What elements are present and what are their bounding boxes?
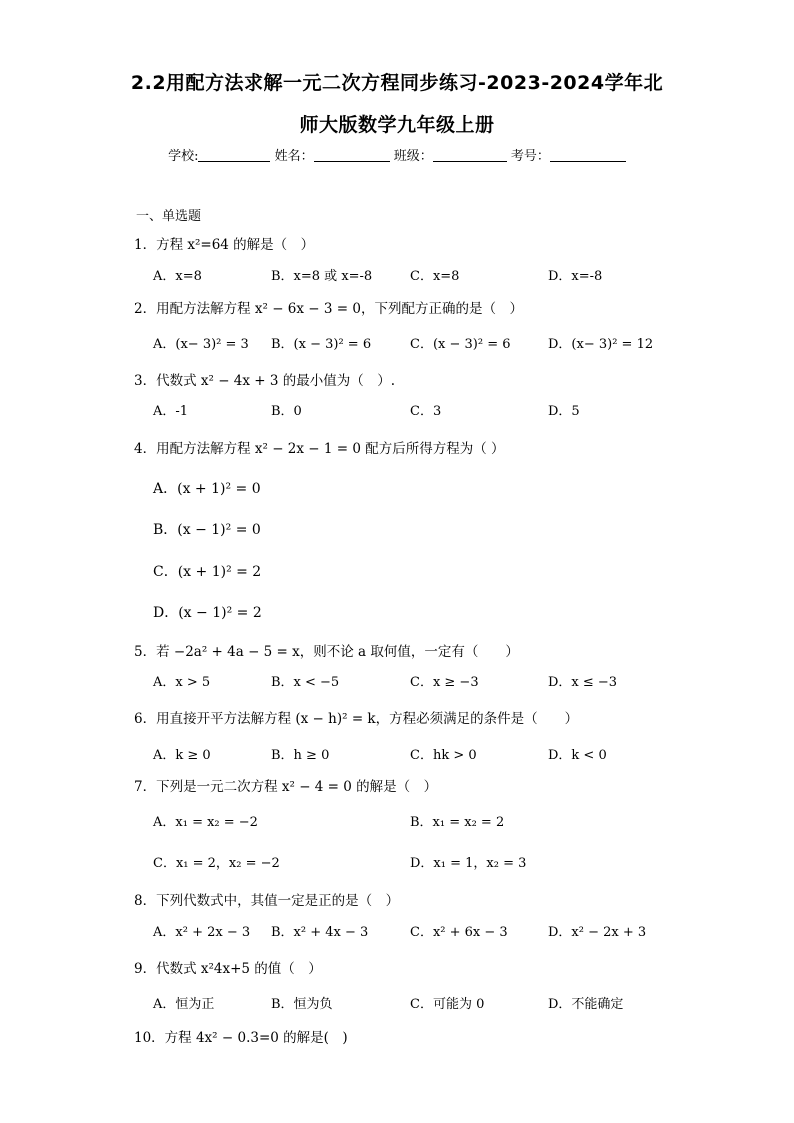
q2-option-c: C．(x − 3)² = 6 bbox=[410, 337, 511, 352]
question-5: 5．若 −2a² + 4a − 5 = x，则不论 a 取何值，一定有（ ） bbox=[134, 644, 519, 660]
question-7: 7．下列是一元二次方程 x² − 4 = 0 的解是（ ） bbox=[134, 779, 438, 795]
q2-option-b: B．(x − 3)² = 6 bbox=[271, 337, 372, 352]
title-line-2: 师大版数学九年级上册 bbox=[299, 114, 495, 136]
name-label: 姓名： bbox=[274, 149, 314, 164]
question-4: 4．用配方法解方程 x² − 2x − 1 = 0 配方后所得方程为（ ） bbox=[134, 441, 505, 457]
q8-option-d: D．x² − 2x + 3 bbox=[548, 925, 647, 940]
q9-option-d: D．不能确定 bbox=[548, 997, 624, 1012]
question-8: 8．下列代数式中，其值一定是正的是（ ） bbox=[134, 893, 400, 909]
q9-option-b: B．恒为负 bbox=[271, 997, 333, 1012]
q4-option-a: A．(x + 1)² = 0 bbox=[153, 481, 261, 497]
q3-option-b: B．0 bbox=[271, 404, 302, 419]
question-10: 10．方程 4x² − 0.3=0 的解是( ) bbox=[134, 1030, 348, 1046]
q8-option-c: C．x² + 6x − 3 bbox=[410, 925, 508, 940]
q5-option-d: D．x ≤ −3 bbox=[548, 675, 618, 690]
q4-option-b: B．(x − 1)² = 0 bbox=[153, 522, 261, 538]
q3-option-a: A．-1 bbox=[153, 404, 189, 419]
question-3: 3．代数式 x² − 4x + 3 的最小值为（ ）. bbox=[134, 373, 396, 389]
q7-option-c: C．x₁ = 2，x₂ = −2 bbox=[153, 856, 280, 871]
q7-option-d: D．x₁ = 1，x₂ = 3 bbox=[410, 856, 527, 871]
q7-option-a: A．x₁ = x₂ = −2 bbox=[153, 815, 258, 830]
q6-option-a: A．k ≥ 0 bbox=[153, 748, 211, 763]
q1-option-d: D．x=-8 bbox=[548, 269, 603, 284]
q3-option-c: C．3 bbox=[410, 404, 442, 419]
question-2: 2．用配方法解方程 x² − 6x − 3 = 0，下列配方正确的是（ ） bbox=[134, 301, 523, 317]
q1-option-c: C．x=8 bbox=[410, 269, 460, 284]
number-label: 考号： bbox=[510, 149, 550, 164]
class-label: 班级： bbox=[393, 149, 433, 164]
school-blank[interactable] bbox=[198, 149, 270, 162]
title-line-1: 2.2用配方法求解一元二次方程同步练习-2023-2024学年北 bbox=[130, 72, 664, 94]
section-heading: 一、单选题 bbox=[136, 209, 202, 224]
q7-option-b: B．x₁ = x₂ = 2 bbox=[410, 815, 505, 830]
q6-option-d: D．k < 0 bbox=[548, 748, 607, 763]
q9-option-c: C．可能为 0 bbox=[410, 997, 485, 1012]
q5-option-c: C．x ≥ −3 bbox=[410, 675, 479, 690]
q4-option-d: D．(x − 1)² = 2 bbox=[153, 605, 262, 621]
question-6: 6．用直接开平方法解方程 (x − h)² = k，方程必须满足的条件是（ ） bbox=[134, 711, 579, 727]
q9-option-a: A．恒为正 bbox=[153, 997, 215, 1012]
student-info bbox=[0, 145, 794, 164]
q1-option-a: A．x=8 bbox=[153, 269, 202, 284]
school-label: 学校: bbox=[168, 149, 199, 164]
question-9: 9．代数式 x²4x+5 的值（ ） bbox=[134, 961, 322, 977]
q3-option-d: D．5 bbox=[548, 404, 580, 419]
question-1: 1．方程 x²=64 的解是（ ） bbox=[134, 237, 315, 253]
q2-option-d: D．(x− 3)² = 12 bbox=[548, 337, 654, 352]
q6-option-b: B．h ≥ 0 bbox=[271, 748, 330, 763]
name-blank[interactable] bbox=[314, 149, 390, 162]
q5-option-b: B．x < −5 bbox=[271, 675, 340, 690]
q1-option-b: B．x=8 或 x=-8 bbox=[271, 269, 373, 284]
q2-option-a: A．(x− 3)² = 3 bbox=[153, 337, 249, 352]
q5-option-a: A．x > 5 bbox=[153, 675, 211, 690]
q6-option-c: C．hk > 0 bbox=[410, 748, 477, 763]
class-blank[interactable] bbox=[433, 149, 507, 162]
q8-option-b: B．x² + 4x − 3 bbox=[271, 925, 369, 940]
q8-option-a: A．x² + 2x − 3 bbox=[153, 925, 251, 940]
q4-option-c: C．(x + 1)² = 2 bbox=[153, 564, 262, 580]
number-blank[interactable] bbox=[550, 149, 626, 162]
